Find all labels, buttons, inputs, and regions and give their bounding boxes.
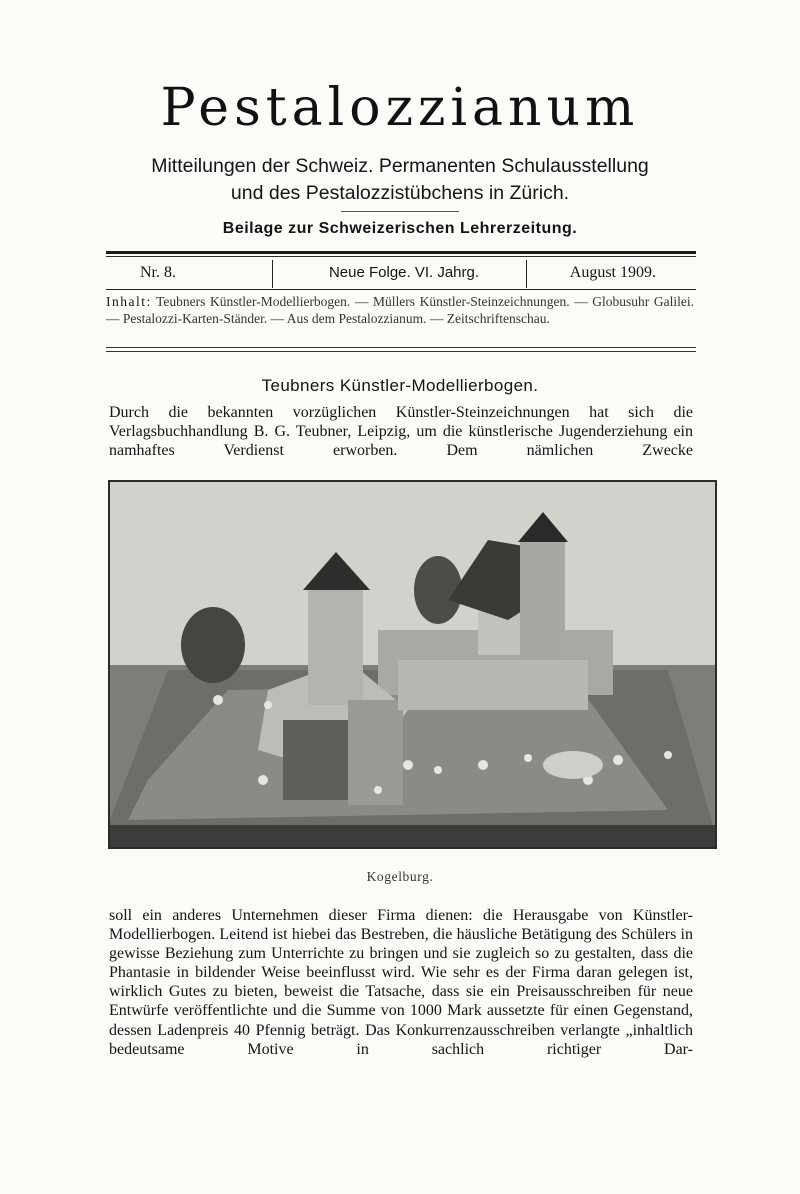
masthead-subtitle-line2: und des Pestalozzistübchens in Zürich. bbox=[230, 182, 570, 204]
issue-number: Nr. 8. bbox=[140, 264, 176, 281]
article-intro-paragraph bbox=[109, 403, 693, 460]
issue-series: Neue Folge. VI. Jahrg. bbox=[328, 264, 480, 281]
issue-date: August 1909. bbox=[569, 264, 656, 281]
masthead-title: Pestalozzianum bbox=[160, 78, 640, 138]
issue-separator bbox=[526, 260, 527, 288]
contents-label: Inhalt: bbox=[106, 294, 152, 309]
castle-model-illustration bbox=[108, 480, 717, 849]
article-continuation-text: soll ein anderes Unternehmen dieser Firma dienen: die Herausgabe von Künstler-Modellierbogen. Leitend ist hiebei das Bestreben, die häusliche Betätigung des Schülers in gewisse Beziehung zum Unterrichte zu bringen und sie zugleich so zu gestalten, dass die Phantasie in bildender Weise beeinflusst wird. Wie sehr es der Firma daran gelegen ist, wirklich Gutes zu bieten, beweist die Tatsache, dass sie ein Preisausschreiben für neue Entwürfe veröffentlichte und die Summe von 1000 Mark aussetzte für einen Gegenstand, dessen Ladenpreis 40 Pfennig beträgt. Das Konkurrenzausschreiben verlangte „inhaltlich bedeutsame Motive in sachlich richtiger Dar- bbox=[109, 907, 693, 1058]
contents-rule-lower bbox=[106, 351, 696, 352]
short-divider bbox=[341, 211, 459, 212]
masthead-subtitle-line1: Mitteilungen der Schweiz. Permanenten Schulausstellung bbox=[151, 155, 649, 177]
supplement-line: Beilage zur Schweizerischen Lehrerzeitung. bbox=[222, 220, 578, 237]
header-thin-rule bbox=[106, 256, 696, 257]
issue-row-rule bbox=[106, 289, 696, 290]
article-continuation-paragraph bbox=[109, 906, 693, 1059]
contents-rule-upper bbox=[106, 347, 696, 348]
issue-separator bbox=[272, 260, 273, 288]
table-of-contents bbox=[106, 293, 694, 327]
article-heading: Teubners Künstler-Modellierbogen. bbox=[261, 376, 539, 395]
figure-caption: Kogelburg. bbox=[366, 869, 434, 884]
article-intro-text: Durch die bekannten vorzüglichen Künstler-Steinzeichnungen hat sich die Verlagsbuchhandlung B. G. Teubner, Leipzig, um die künstlerische Jugenderziehung ein namhaftes Verdienst erworben. Dem nämlichen Zwecke bbox=[109, 404, 693, 460]
castle-model-photo bbox=[108, 480, 717, 849]
issue-info-row bbox=[106, 258, 696, 288]
header-thick-rule bbox=[106, 251, 696, 254]
contents-text: Teubners Künstler-Modellierbogen. — Müllers Künstler-Steinzeichnungen. — Globusuhr Galilei. — Pestalozzi-Karten-Ständer. — Aus dem Pestalozzianum. — Zeitschriftenschau. bbox=[106, 294, 694, 326]
